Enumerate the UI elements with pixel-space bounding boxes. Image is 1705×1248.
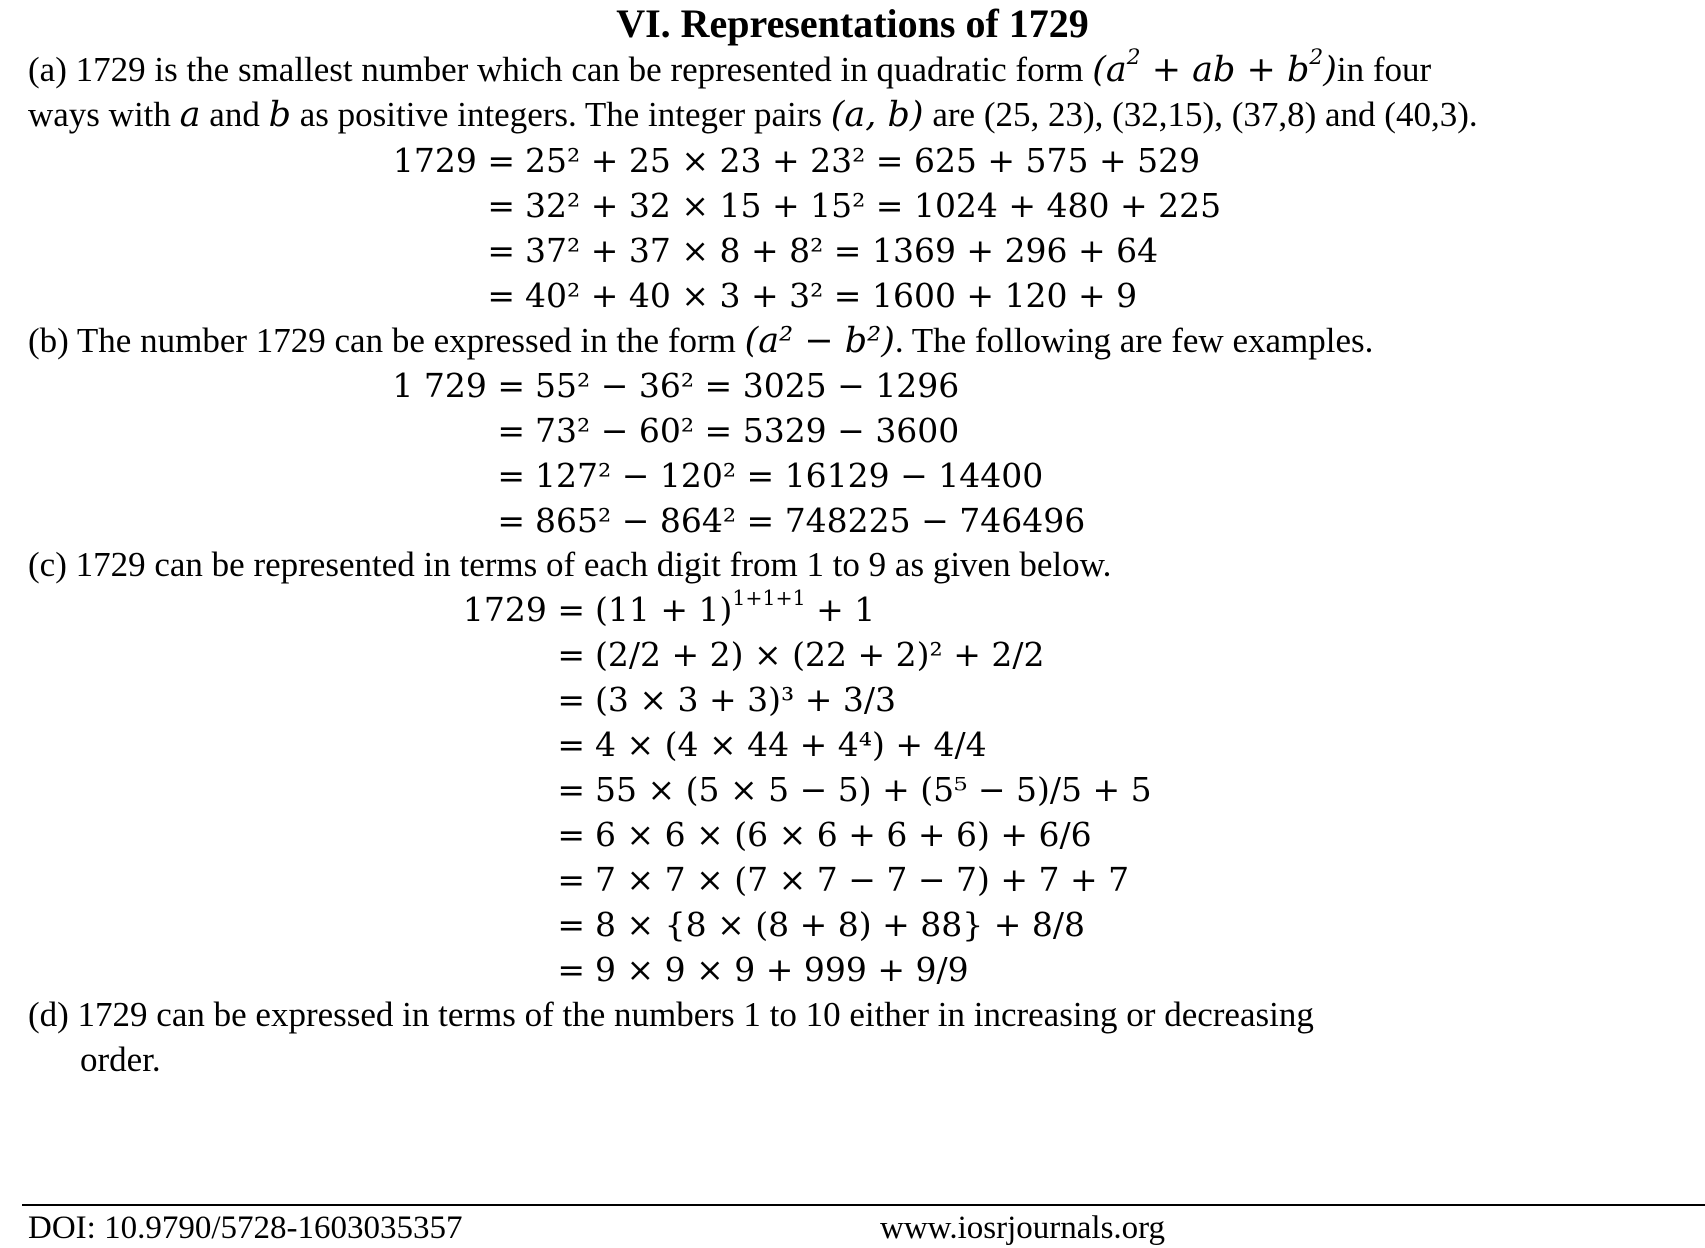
- section-b-line: (b) The number 1729 can be expressed in the form (a² − b²). The following are few examples.: [28, 321, 1374, 361]
- section-b-equation-lhs: 1 729 =: [392, 366, 525, 405]
- section-b-equation-rhs: 73² − 60² = 5329 − 3600: [535, 411, 960, 450]
- section-a-line1: [28, 46, 1431, 94]
- section-c-equation-lhs: 1729 =: [462, 590, 585, 629]
- section-c-equation-rhs: 4 × (4 × 44 + 4⁴) + 4/4: [595, 725, 987, 764]
- section-b-equation-rhs: 127² − 120² = 16129 − 14400: [535, 456, 1044, 495]
- section-c-equation-lhs: =: [557, 725, 585, 764]
- difference-of-squares-form: (a² − b²): [744, 321, 895, 361]
- section-a-equation-lhs: =: [487, 231, 515, 270]
- section-c-equation-rhs: $(11 + 1)^{1+1+1} + 1$: [595, 586, 876, 629]
- section-c-equation-lhs: =: [557, 950, 585, 989]
- quadratic-form: ($a^2$ + ab + $b^2$): [1092, 45, 1337, 90]
- section-a-equation-lhs: 1729 =: [392, 141, 515, 180]
- section-a-line2: ways with a and b as positive integers. The integer pairs (a, b) are (25, 23), (32,15), (37,8) and (40,3).: [28, 95, 1478, 135]
- section-c-equation-lhs: =: [557, 905, 585, 944]
- section-a-equation-rhs: 40² + 40 × 3 + 3² = 1600 + 120 + 9: [525, 276, 1138, 315]
- section-a-equation-lhs: =: [487, 186, 515, 225]
- section-d-line1: (d) 1729 can be expressed in terms of the numbers 1 to 10 either in increasing or decreasing: [28, 995, 1314, 1034]
- footer-website: www.iosrjournals.org: [880, 1210, 1166, 1246]
- section-c-equation-lhs: =: [557, 635, 585, 674]
- section-c-equation-lhs: =: [557, 815, 585, 854]
- footer-doi: DOI: 10.9790/5728-1603035357: [28, 1210, 463, 1246]
- section-a-line1-tail: in four: [1336, 50, 1432, 89]
- section-b-equation-rhs: 55² − 36² = 3025 − 1296: [535, 366, 960, 405]
- integer-pair-notation: (a, b): [830, 95, 924, 135]
- section-c-equation-rhs: 9 × 9 × 9 + 999 + 9/9: [595, 950, 969, 989]
- section-c-equation-rhs: 55 × (5 × 5 − 5) + (5⁵ − 5)/5 + 5: [595, 770, 1152, 809]
- section-c-equation-rhs: 8 × {8 × (8 + 8) + 88} + 8/8: [595, 905, 1085, 944]
- section-d-line2: order.: [80, 1040, 161, 1079]
- section-b-equation-lhs: =: [497, 456, 525, 495]
- section-a-equation-rhs: 37² + 37 × 8 + 8² = 1369 + 296 + 64: [525, 231, 1159, 270]
- section-a-equation-lhs: =: [487, 276, 515, 315]
- section-b-equation-rhs: 865² − 864² = 748225 − 746496: [535, 501, 1086, 540]
- section-a-equation-rhs: 25² + 25 × 23 + 23² = 625 + 575 + 529: [525, 141, 1201, 180]
- section-c-equation-rhs: 7 × 7 × (7 × 7 − 7 − 7) + 7 + 7: [595, 860, 1130, 899]
- footer-rule: [22, 1204, 1705, 1206]
- section-c-line: (c) 1729 can be represented in terms of each digit from 1 to 9 as given below.: [28, 545, 1112, 584]
- section-c-equation-rhs: (2/2 + 2) × (22 + 2)² + 2/2: [595, 635, 1045, 674]
- section-a-equation-rhs: 32² + 32 × 15 + 15² = 1024 + 480 + 225: [525, 186, 1222, 225]
- section-b-equation-lhs: =: [497, 501, 525, 540]
- section-c-equation-lhs: =: [557, 680, 585, 719]
- section-title: VI. Representations of 1729: [616, 1, 1089, 46]
- section-c-equation-rhs: (3 × 3 + 3)³ + 3/3: [595, 680, 896, 719]
- section-b-equation-lhs: =: [497, 411, 525, 450]
- section-c-equation-lhs: =: [557, 860, 585, 899]
- section-a-line1-text: (a) 1729 is the smallest number which can be represented in quadratic form: [28, 50, 1084, 89]
- section-c-equation-lhs: =: [557, 770, 585, 809]
- section-c-equation-rhs: 6 × 6 × (6 × 6 + 6 + 6) + 6/6: [595, 815, 1092, 854]
